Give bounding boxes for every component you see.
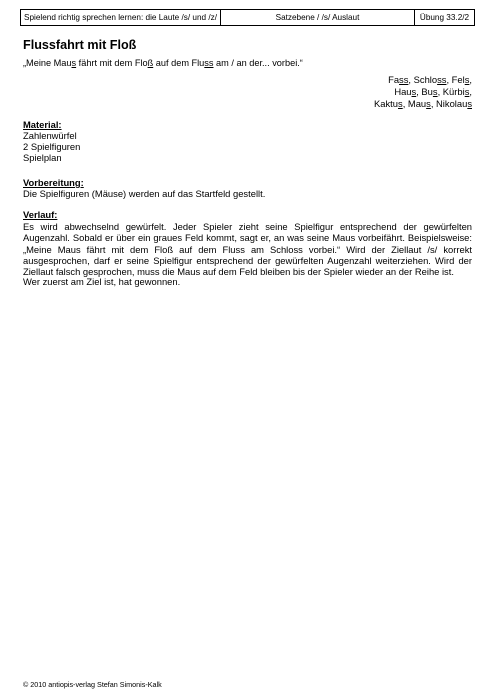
preparation-heading: Vorbereitung: <box>23 177 84 188</box>
quote-part: „Meine Mau <box>23 58 72 68</box>
word-part: Hau <box>394 86 412 98</box>
word-underlined: ss <box>399 74 409 85</box>
word-part: , Fel <box>446 74 465 85</box>
word-underlined: ss <box>437 74 447 85</box>
word-underlined: s <box>398 98 403 110</box>
quote-part: fährt mit dem Flo <box>76 58 148 68</box>
material-section <box>23 120 472 164</box>
word-part: , <box>469 74 472 85</box>
material-item: 2 Spielfiguren <box>23 140 81 152</box>
word-part: , Mau <box>402 98 427 110</box>
copyright-footer: © 2010 antiopis-verlag Stefan Simonis-Kalk <box>23 680 162 689</box>
procedure-heading: Verlauf: <box>23 209 58 220</box>
material-item: Zahlenwürfel <box>23 129 77 141</box>
example-sentence <box>23 58 463 68</box>
quote-part: auf dem Flu <box>153 58 205 68</box>
word-line <box>374 86 472 98</box>
header-exercise: Übung 33.2/2 <box>419 13 470 22</box>
header-course: Spielend richtig sprechen lernen: die Laute /s/ und /z/ <box>21 10 221 25</box>
preparation-text: Die Spielfiguren (Mäuse) werden auf das Startfeld gestellt. <box>23 187 266 199</box>
header-topic: Satzebene / /s/ Auslaut <box>221 10 415 25</box>
procedure-paragraph: Es wird abwechselnd gewürfelt. Jeder Spieler zieht seine Spielfigur entsprechend der gewürfelten Augenzahl. Sobald er über ein graues Feld kommt, sagt er, an was seine Maus vorbeifährt. Beispielsweise: „Meine Maus fährt mit dem Floß auf dem Fluss am Schloss vorbei.“ Wird der Ziellaut /s/ korrekt ausgesprochen, darf er seine Spielfigur entsprechend der gewürfelten Augenzahl weiterziehen. Wird der Ziellaut falsch gesprochen, muss die Maus auf dem Feld bleiben bis der Spieler wieder an der Reihe ist. <box>23 220 472 278</box>
header-table <box>20 9 475 26</box>
preparation-section <box>23 178 472 200</box>
word-underlined: s <box>426 98 431 110</box>
word-part: , Schlo <box>408 74 438 85</box>
word-part: , Bu <box>416 86 433 98</box>
material-item: Spielplan <box>23 151 62 163</box>
procedure-closing: Wer zuerst am Ziel ist, hat gewonnen. <box>23 276 181 288</box>
word-part: , Kürbi <box>437 86 465 98</box>
page-title: Flussfahrt mit Floß <box>23 38 137 52</box>
word-underlined: s <box>464 86 470 98</box>
quote-underlined: ss <box>204 58 214 68</box>
word-list <box>374 74 472 111</box>
word-part: Kaktu <box>374 98 398 110</box>
quote-underlined: ß <box>147 58 154 68</box>
word-line <box>374 98 472 110</box>
word-underlined: s <box>411 86 417 98</box>
word-underlined: s <box>432 86 438 98</box>
word-part: , <box>469 86 472 98</box>
quote-part: am / an der... vorbei.“ <box>213 58 303 68</box>
word-part: , Nikolau <box>430 98 468 110</box>
procedure-section <box>23 210 472 288</box>
material-heading: Material: <box>23 119 62 130</box>
word-underlined: s <box>467 98 472 110</box>
word-underlined: s <box>464 74 470 85</box>
quote-underlined: s <box>71 58 77 68</box>
word-part: Fa <box>388 74 400 85</box>
word-line <box>374 74 472 86</box>
